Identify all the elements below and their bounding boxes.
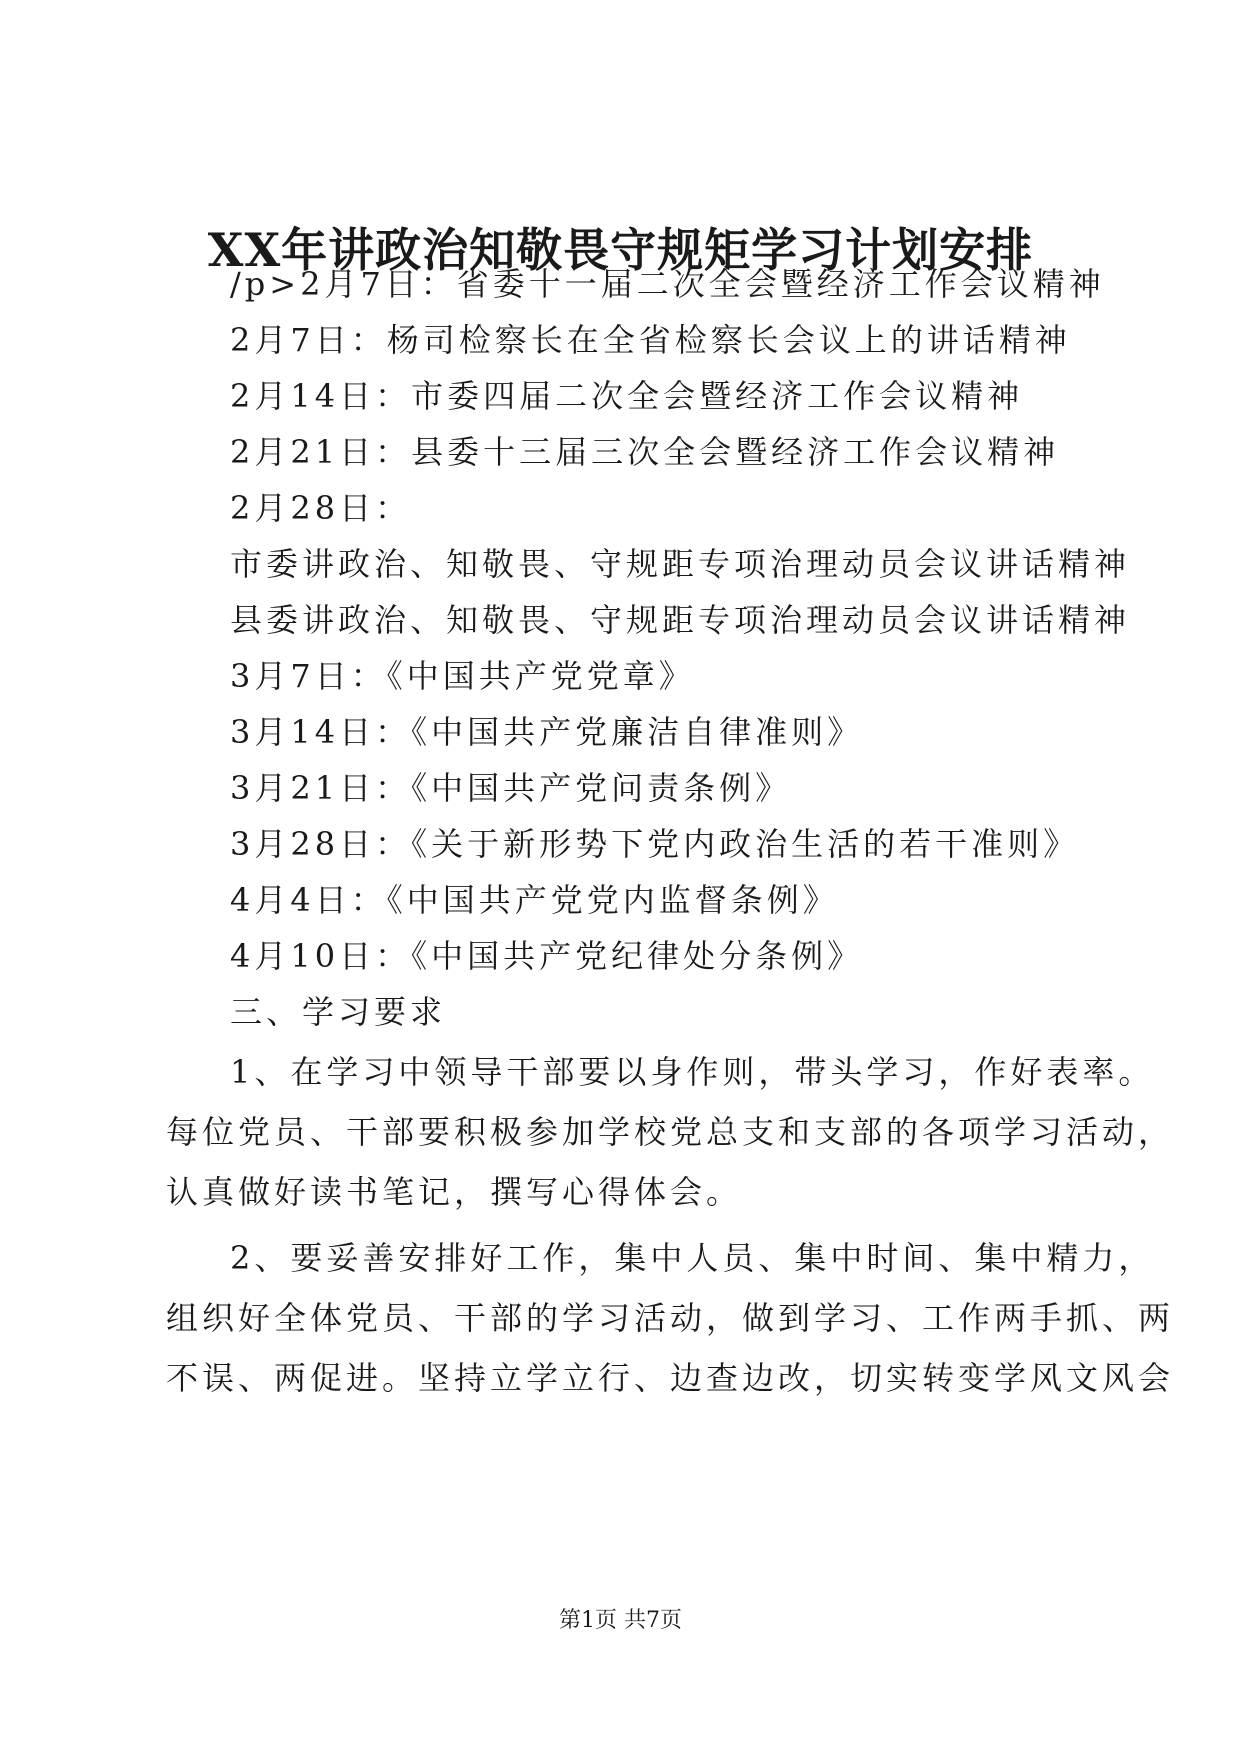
text-line: 4月4日：《中国共产党党内监督条例》	[230, 881, 839, 919]
text-line: 3月14日：《中国共产党廉洁自律准则》	[230, 713, 864, 751]
section-heading: 三、学习要求	[230, 993, 447, 1031]
text-line: 2月28日：	[230, 489, 412, 527]
text-line: 4月10日：《中国共产党纪律处分条例》	[230, 937, 864, 975]
text-line: 不误、两促进。坚持立学立行、边查边改，切实转变学风文风会	[166, 1359, 1175, 1397]
text-line: 3月7日：《中国共产党党章》	[230, 657, 695, 695]
text-line: 3月21日：《中国共产党问责条例》	[230, 769, 792, 807]
text-line: 认真做好读书笔记，撰写心得体会。	[166, 1173, 743, 1211]
text-line: 2、要妥善安排好工作，集中人员、集中时间、集中精力，	[230, 1239, 1155, 1277]
text-line: 2月21日：县委十三届三次全会暨经济工作会议精神	[230, 433, 1060, 471]
text-line: 2月14日：市委四届二次全会暨经济工作会议精神	[230, 377, 1024, 415]
text-line: 县委讲政治、知敬畏、守规距专项治理动员会议讲话精神	[230, 601, 1131, 639]
text-line: 3月28日：《关于新形势下党内政治生活的若干准则》	[230, 825, 1080, 863]
text-line: /p>2月7日：省委十一届二次全会暨经济工作会议精神	[230, 265, 1105, 303]
text-line: 市委讲政治、知敬畏、守规距专项治理动员会议讲话精神	[230, 545, 1131, 583]
text-line: 组织好全体党员、干部的学习活动，做到学习、工作两手抓、两	[166, 1299, 1175, 1337]
text-line: 1、在学习中领导干部要以身作则，带头学习，作好表率。	[230, 1053, 1155, 1091]
document-title: XX年讲政治知敬畏守规矩学习计划安排	[207, 223, 1034, 277]
text-line: 2月7日：杨司检察长在全省检察长会议上的讲话精神	[230, 321, 1071, 359]
page-number: 第1页 共7页	[559, 1608, 682, 1633]
text-line: 每位党员、干部要积极参加学校党总支和支部的各项学习活动，	[166, 1113, 1175, 1151]
